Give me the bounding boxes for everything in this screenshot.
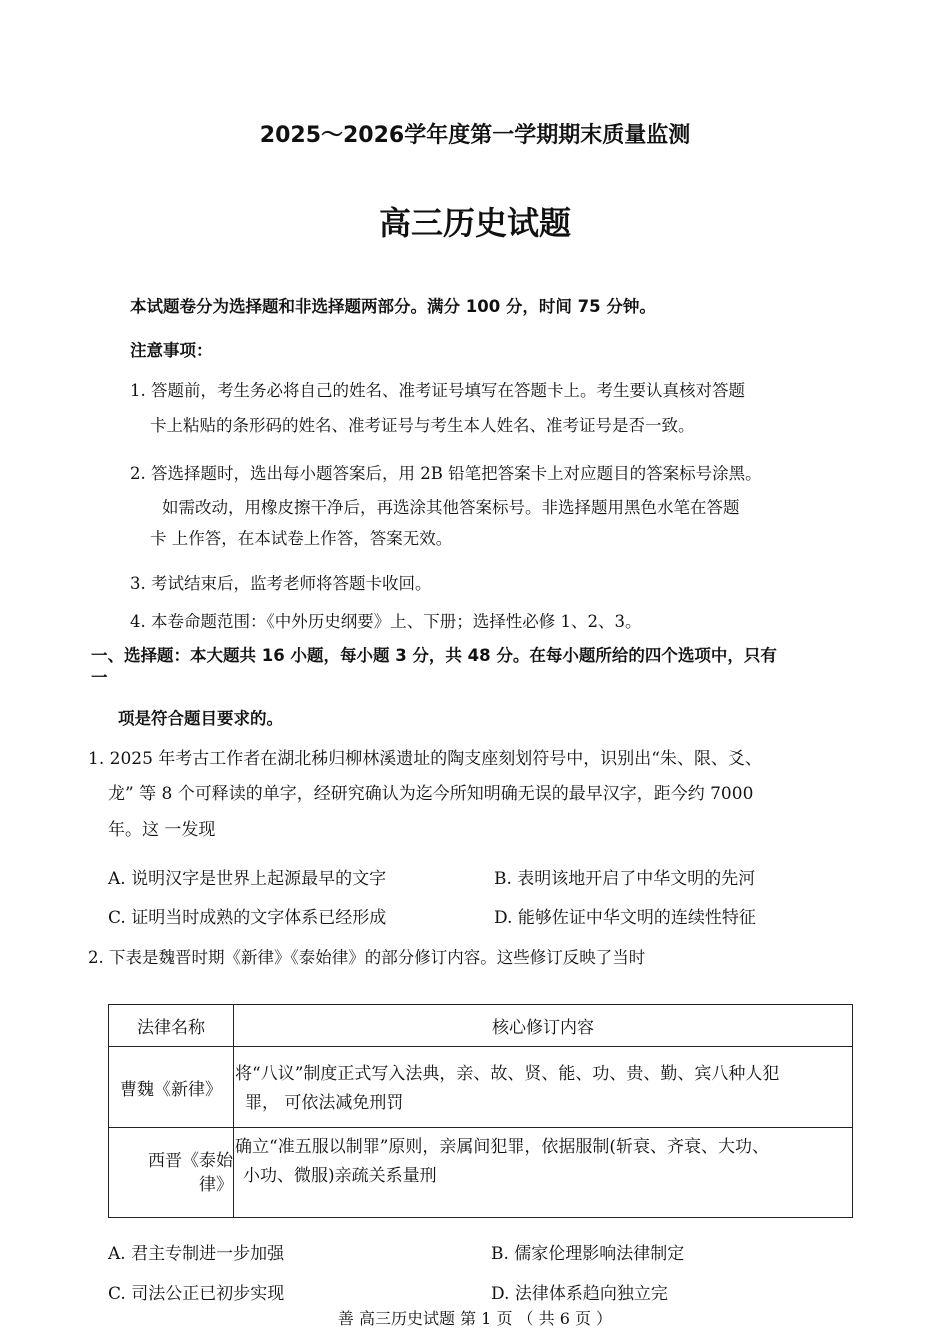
q1-option-c: C. 证明当时成熟的文字体系已经形成: [108, 908, 387, 928]
table-header-row: [109, 1005, 853, 1047]
q2-option-b: B. 儒家伦理影响法律制定: [491, 1244, 685, 1264]
row-1-content: [234, 1047, 853, 1128]
row-2-law-name-line-2: 律》: [199, 1174, 233, 1195]
section-1-heading: 一、选择题：本大题共 16 小题，每小题 3 分，共 48 分。在每小题所给的四个选项中，只有: [91, 646, 777, 665]
notes-heading: 注意事项：: [130, 341, 213, 360]
q1-option-d: D. 能够佐证中华文明的连续性特征: [494, 908, 756, 928]
exam-intro: 本试题卷分为选择题和非选择题两部分。满分 100 分，时间 75 分钟。: [130, 297, 656, 316]
q1-stem-line-2: 龙” 等 8 个可释读的单字，经研究确认为迄今所知明确无误的最早汉字，距今约 7000: [108, 784, 754, 804]
row-1-content-line-1: 将“八议”制度正式写入法典，亲、故、贤、能、功、贵、勤、宾八种人犯: [235, 1064, 780, 1084]
note-4: 4. 本卷命题范围：《中外历史纲要》上、下册；选择性必修 1、2、3。: [130, 612, 642, 631]
row-2-content-line-2: 小功、微服)亲疏关系量刑: [243, 1166, 437, 1186]
q2-option-d: D. 法律体系趋向独立完: [491, 1284, 668, 1304]
row-1-law-name: 曹魏《新律》: [109, 1047, 234, 1128]
table-row: [109, 1047, 853, 1128]
note-1-line-1: 1. 答题前，考生务必将自己的姓名、准考证号填写在答题卡上。考生要认真核对答题: [130, 381, 745, 400]
note-2-line-3: 卡 上作答，在本试卷上作答，答案无效。: [150, 529, 453, 548]
q1-stem-line-1: 1. 2025 年考古工作者在湖北秭归柳林溪遗址的陶支座刻划符号中，识别出“朱、限、爻、: [88, 749, 762, 769]
q1-option-a: A. 说明汉字是世界上起源最早的文字: [108, 869, 387, 889]
row-1-content-line-2: 罪， 可依法减免刑罚: [245, 1093, 404, 1113]
section-1-heading-wrap: 一: [91, 668, 108, 687]
q2-option-a: A. 君主专制进一步加强: [108, 1244, 285, 1264]
q1-option-b: B. 表明该地开启了中华文明的先河: [494, 869, 756, 889]
section-1-subheading: 项是符合题目要求的。: [118, 709, 283, 728]
q2-option-c: C. 司法公正已初步实现: [108, 1284, 285, 1304]
row-2-law-name: [109, 1128, 234, 1218]
note-3: 3. 考试结束后，监考老师将答题卡收回。: [130, 574, 432, 593]
note-1-line-2: 卡上粘贴的条形码的姓名、准考证号与考生本人姓名、准考证号是否一致。: [150, 416, 695, 435]
page-footer: 善 高三历史试题 第 1 页 （ 共 6 页 ）: [337, 1309, 613, 1328]
header-law-name: 法律名称: [109, 1005, 234, 1047]
table-row: [109, 1128, 853, 1218]
header-core-content: 核心修订内容: [234, 1005, 853, 1047]
note-2-line-2: 如需改动，用橡皮擦干净后，再选涂其他答案标号。非选择题用黑色水笔在答题: [162, 498, 740, 517]
exam-title: 2025～2026学年度第一学期期末质量监测: [259, 123, 691, 148]
note-2-line-1: 2. 答选择题时，选出每小题答案后，用 2B 铅笔把答案卡上对应题目的答案标号涂黑。: [130, 464, 762, 483]
law-revision-table: [108, 1004, 853, 1218]
subject-title: 高三历史试题: [378, 204, 571, 242]
q2-stem: 2. 下表是魏晋时期《新律》《泰始律》的部分修订内容。这些修订反映了当时: [88, 948, 646, 967]
q1-stem-line-3: 年。这 一发现: [108, 820, 216, 840]
row-2-law-name-line-1: 西晋《泰始: [148, 1150, 233, 1171]
row-2-content: [234, 1128, 853, 1218]
row-2-content-line-1: 确立“准五服以制罪”原则，亲属间犯罪，依据服制(斩衰、齐衰、大功、: [235, 1137, 770, 1157]
